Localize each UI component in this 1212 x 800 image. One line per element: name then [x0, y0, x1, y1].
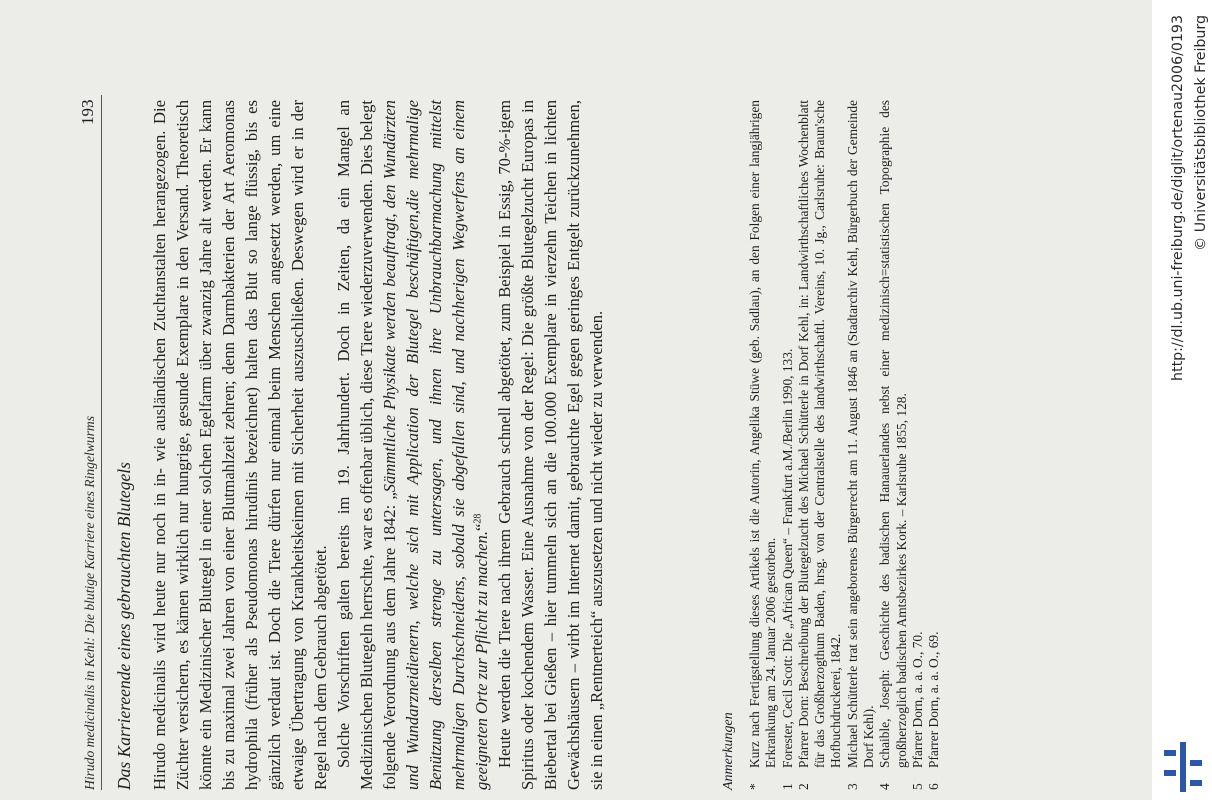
note-number: *	[747, 783, 762, 790]
paragraph-1: Hirudo medicinalis wird heute nur noch in in- wie ausländischen Zuchtanstalten herangezogen. Die Züchter versichern, es kämen wirklich nur hungrige, gesunde Exemplare in den Versand. Theoretisch könnte ein Medizinischer Blutegel in einer solchen Egelfarm über zwanzig Jahre alt werden. Er kann bis zu maximal zwei Jahren von einer Blutmahlzeit zehren; denn Darmbakterien der Art Aeromonas hydrophila (früher als Pseudomonas hirudinis bezeichnet) halten das Blut so lange flüssig, bis es gänzlich verdaut ist. Doch die Tiere dürfen nur einmal beim Menschen angesetzt werden, um eine etwaige Übertragung von Krankheitskeimen mit Sicherheit auszuschließen. Deswegen wird er in der Regel nach dem Gebrauch abgetötet.	[150, 100, 330, 790]
section-heading: Das Karriereende eines gebrauchten Blutegels	[114, 462, 134, 790]
running-head: Hirudo medicinalis in Kehl: Die blutige Karriere eines Ringelwurms	[82, 415, 97, 790]
header-rule	[101, 95, 102, 790]
note-number: 2	[795, 783, 811, 790]
note-item	[796, 100, 845, 790]
note-number: 5	[909, 783, 925, 790]
note-text: Pfarrer Dorn, a. a. O., 70.	[909, 631, 925, 768]
note-text: Pfarrer Dorn, a. a. O., 69.	[926, 631, 942, 768]
note-number: 3	[844, 783, 860, 790]
note-number: 4	[877, 783, 893, 790]
note-text: Schaible, Joseph: Geschichte des badischen Hanauerlandes nebst einer medizinisch=statistischen Topographie des großherzoglich badischen Amtsbezirkes Kork. – Karlsruhe 1855, 128.	[877, 100, 909, 768]
main-text	[148, 100, 608, 790]
note-item	[926, 100, 942, 790]
copyright-notice: © Universitätsbibliothek Freiburg	[1193, 15, 1209, 251]
ub-freiburg-logo-icon	[1160, 742, 1206, 792]
rotated-page-content	[78, 99, 942, 790]
footnote-ref-28: 28	[472, 513, 484, 524]
note-item	[747, 100, 780, 790]
note-item	[877, 100, 910, 790]
source-url-link[interactable]: http://dl.ub.uni-freiburg.de/diglit/ortenau2006/0193	[1170, 15, 1186, 381]
note-text: Michael Schütterle trat sein angeborenes Bürgerrecht am 11. August 1846 an (Stadtarchiv Kehl, Bürgerbuch der Gemeinde Dorf Kehl).	[844, 100, 877, 768]
paragraph-2	[332, 100, 493, 790]
page-number: 193	[78, 99, 97, 125]
paragraph-2-close-quote: “	[472, 523, 491, 531]
notes-list	[747, 100, 943, 790]
note-text: Kurz nach Fertigstellung dieses Artikels ist die Autorin, Angelika Stüwe (geb. Sadlau), an den Folgen einer langjährigen Erkrankung am 24. Januar 2006 gestorben.	[747, 100, 779, 768]
note-number: 6	[926, 783, 942, 790]
note-text: Forester, Cecil Scott: Die „African Queen“ – Frankfurt a.M./Berlin 1990, 133.	[779, 348, 795, 768]
note-item	[910, 100, 926, 790]
paragraph-2-intro: Solche Vorschriften galten bereits im 19. Jahrhundert. Doch in Zeiten, da ein Mangel an Medizinischen Blutegeln herrschte, war es offenbar üblich, diese Tiere wiederzuverwenden. Dies belegt folgende Verordnung aus dem Jahre 1842: „	[334, 100, 399, 790]
notes-heading: Anmerkungen	[721, 712, 736, 790]
note-item	[845, 100, 878, 790]
paragraph-3: Heute werden die Tiere nach ihrem Gebrauch schnell abgetötet, zum Beispiel in Essig, 70-%-igem Spiritus oder kochendem Wasser. Eine Ausnahme von der Regel: Die größte Blutegelzucht Europas in Biebertal bei Gießen – hier tummeln sich an die 100.000 Exemplare in vierzehn Teichen in lichten Gewächshäusern – wirbt im Internet damit, gebrauchte Egel gegen geringes Entgelt zurückzunehmen, sie in einen „Rentnerteich“ auszusetzen und nicht wieder zu verwenden.	[495, 100, 606, 790]
note-item	[780, 100, 796, 790]
note-number: 1	[779, 783, 795, 790]
note-text: Pfarrer Dorn: Beschreibung der Blutegelzucht des Michael Schütterle in Dorf Kehl, in: Landwirthschaftliches Wochenblatt für das Großherzogthum Baden, hrsg. von der Centralstelle des landwirthschaftl. Vereins, 10. Jg., Carlsruhe: Braun'sche Hofbuchdruckerei, 1842.	[795, 100, 844, 768]
paragraph-2-quote: Sämmtliche Physikate werden beauftragt, den Wundärzten und Wundarzneidienern, welche sich mit Application der Blutegel beschäftigen,die mehrmalige Benützung derselben strenge zu untersagen, und ihnen ihre Unbrauchbarmachung mittelst mehrmaligen Durchschneidens, sobald sie abgefallen sind, und nachherigen Wegwerfens an einem geeigneten Orte zur Pflicht zu machen.	[380, 100, 491, 790]
